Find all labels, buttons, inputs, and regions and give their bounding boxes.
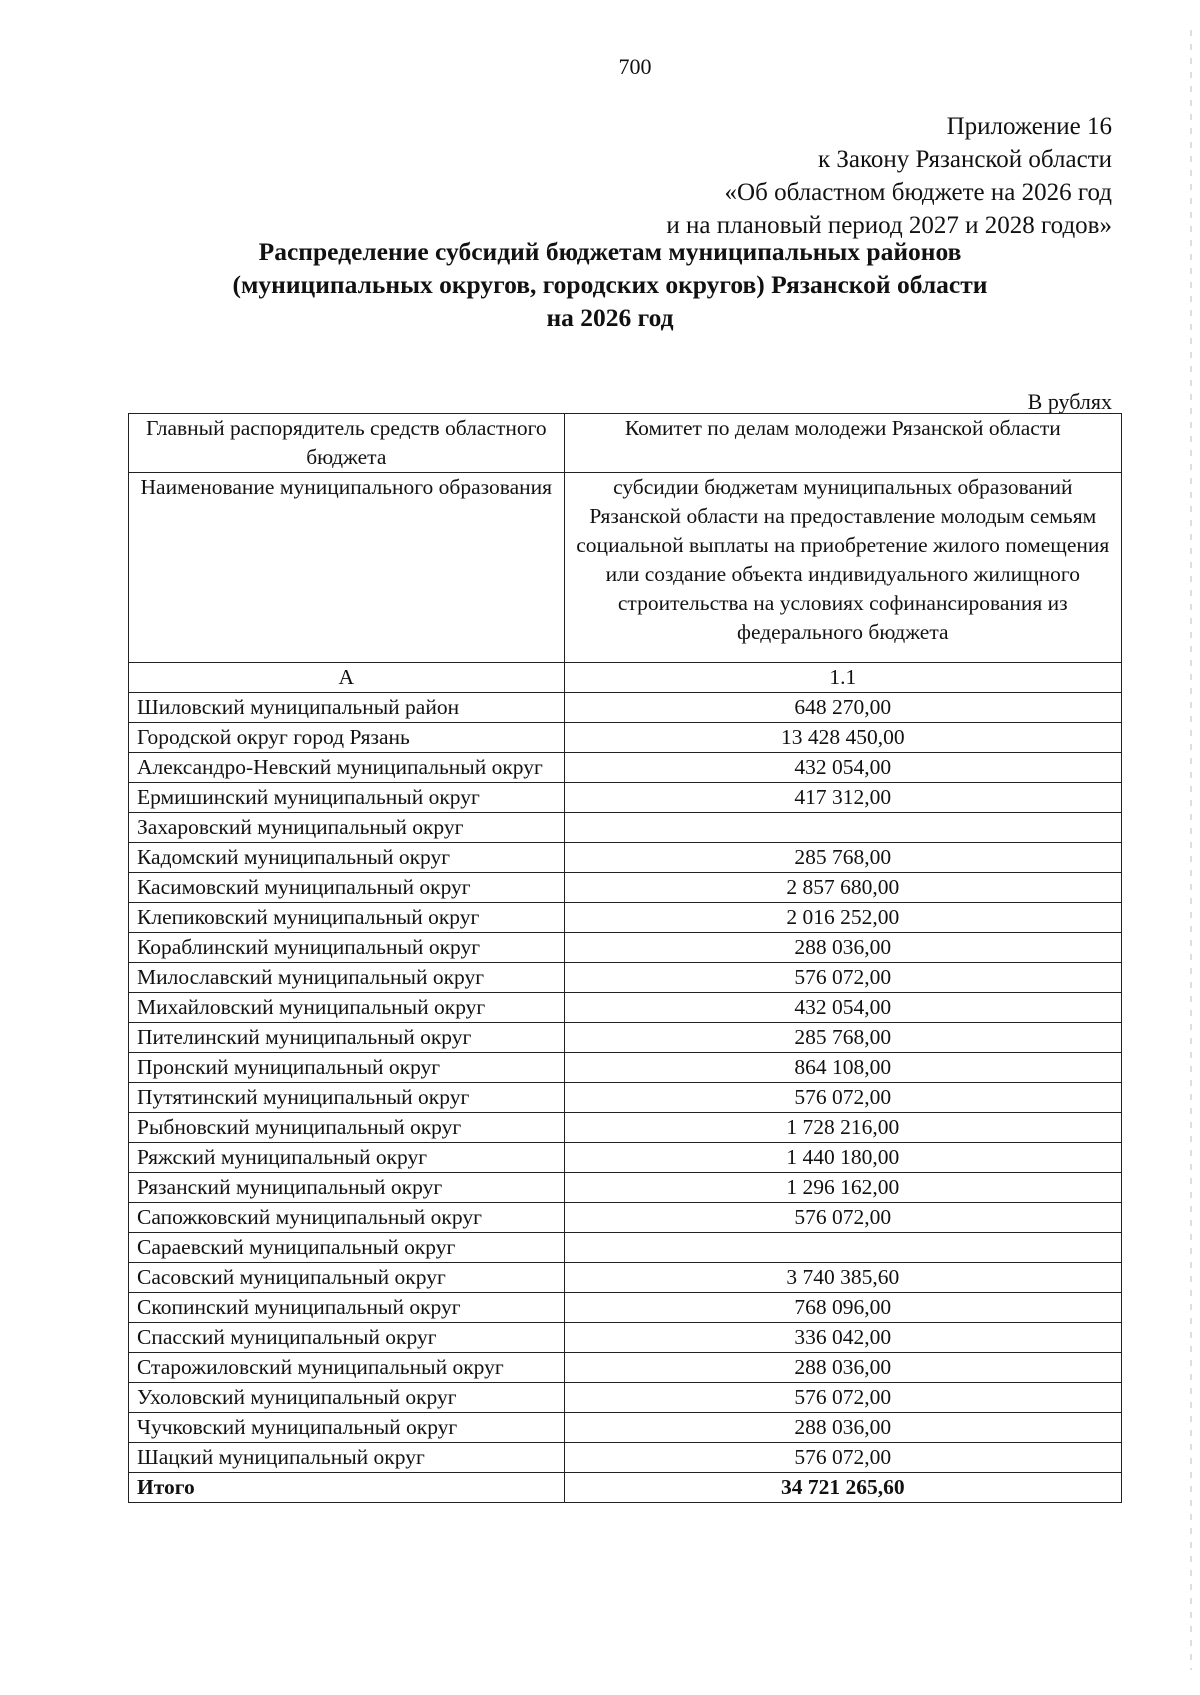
municipality-name-cell: Касимовский муниципальный округ xyxy=(129,873,565,903)
municipality-name-cell: Старожиловский муниципальный округ xyxy=(129,1353,565,1383)
subsidy-amount-cell: 336 042,00 xyxy=(564,1323,1121,1353)
table-row xyxy=(129,1113,1122,1143)
table-row xyxy=(129,903,1122,933)
subsidy-amount-cell: 3 740 385,60 xyxy=(564,1263,1121,1293)
table-row xyxy=(129,843,1122,873)
table-row xyxy=(129,963,1122,993)
appendix-line: к Закону Рязанской области xyxy=(818,146,1112,173)
municipality-name-cell: Скопинский муниципальный округ xyxy=(129,1293,565,1323)
title-line: Распределение субсидий бюджетам муниципальных районов xyxy=(258,237,962,266)
table-row xyxy=(129,1143,1122,1173)
subsidy-amount-cell: 864 108,00 xyxy=(564,1053,1121,1083)
municipality-name-cell: Александро-Невский муниципальный округ xyxy=(129,753,565,783)
municipality-name-cell: Захаровский муниципальный округ xyxy=(129,813,565,843)
table-row xyxy=(129,1263,1122,1293)
subsidy-amount-cell: 288 036,00 xyxy=(564,1413,1121,1443)
subsidy-amount-cell: 285 768,00 xyxy=(564,843,1121,873)
document-title xyxy=(170,235,1050,334)
subsidy-amount-cell: 1 728 216,00 xyxy=(564,1113,1121,1143)
subsidy-amount-cell: 417 312,00 xyxy=(564,783,1121,813)
municipality-name-cell: Клепиковский муниципальный округ xyxy=(129,903,565,933)
header-row-administrator xyxy=(129,414,1122,473)
subsidy-amount-cell: 576 072,00 xyxy=(564,963,1121,993)
appendix-line: Приложение 16 xyxy=(946,113,1112,140)
municipality-name-cell: Кадомский муниципальный округ xyxy=(129,843,565,873)
table-row xyxy=(129,1023,1122,1053)
total-amount-cell: 34 721 265,60 xyxy=(564,1473,1121,1503)
municipality-name-cell: Сасовский муниципальный округ xyxy=(129,1263,565,1293)
municipality-name-cell: Сапожковский муниципальный округ xyxy=(129,1203,565,1233)
subsidy-amount-cell: 576 072,00 xyxy=(564,1203,1121,1233)
table-row xyxy=(129,1173,1122,1203)
municipality-name-cell: Пронский муниципальный округ xyxy=(129,1053,565,1083)
column-index-row xyxy=(129,663,1122,693)
table-row xyxy=(129,753,1122,783)
appendix-reference xyxy=(666,110,1112,242)
subsidy-amount-cell: 576 072,00 xyxy=(564,1443,1121,1473)
municipality-name-cell: Шиловский муниципальный район xyxy=(129,693,565,723)
municipality-name-cell: Сараевский муниципальный округ xyxy=(129,1233,565,1263)
subsidy-amount-cell: 576 072,00 xyxy=(564,1083,1121,1113)
table-row xyxy=(129,1353,1122,1383)
index-cell: А xyxy=(129,663,565,693)
table-row xyxy=(129,783,1122,813)
municipality-name-cell: Ермишинский муниципальный округ xyxy=(129,783,565,813)
header-cell: Наименование муниципального образования xyxy=(129,473,565,663)
subsidy-amount-cell xyxy=(564,1233,1121,1263)
subsidy-amount-cell: 288 036,00 xyxy=(564,933,1121,963)
municipality-name-cell: Ряжский муниципальный округ xyxy=(129,1143,565,1173)
subsidy-amount-cell: 2 016 252,00 xyxy=(564,903,1121,933)
subsidy-amount-cell: 285 768,00 xyxy=(564,1023,1121,1053)
municipality-name-cell: Спасский муниципальный округ xyxy=(129,1323,565,1353)
municipality-name-cell: Михайловский муниципальный округ xyxy=(129,993,565,1023)
header-cell: Комитет по делам молодежи Рязанской области xyxy=(564,414,1121,473)
title-line: (муниципальных округов, городских округов) Рязанской области xyxy=(232,270,988,299)
subsidy-amount-cell: 432 054,00 xyxy=(564,753,1121,783)
header-cell: субсидии бюджетам муниципальных образований Рязанской области на предоставление молодым семьям социальной выплаты на приобретение жилого помещения или создание объекта индивидуального жилищного строительства на условиях софинансирования из федерального бюджета xyxy=(564,473,1121,663)
units-label: В рублях xyxy=(1027,389,1112,414)
subsidy-amount-cell: 1 296 162,00 xyxy=(564,1173,1121,1203)
header-row-subsidy xyxy=(129,473,1122,663)
table-row xyxy=(129,1383,1122,1413)
table-row xyxy=(129,1443,1122,1473)
table-row xyxy=(129,1203,1122,1233)
municipality-name-cell: Кораблинский муниципальный округ xyxy=(129,933,565,963)
table-row xyxy=(129,993,1122,1023)
municipality-name-cell: Чучковский муниципальный округ xyxy=(129,1413,565,1443)
subsidy-amount-cell: 13 428 450,00 xyxy=(564,723,1121,753)
subsidy-amount-cell: 2 857 680,00 xyxy=(564,873,1121,903)
subsidy-distribution-table xyxy=(128,413,1122,1503)
header-cell: Главный распорядитель средств областного бюджета xyxy=(129,414,565,473)
municipality-name-cell: Шацкий муниципальный округ xyxy=(129,1443,565,1473)
table-row xyxy=(129,1293,1122,1323)
index-cell: 1.1 xyxy=(564,663,1121,693)
table-row xyxy=(129,1083,1122,1113)
municipality-name-cell: Рыбновский муниципальный округ xyxy=(129,1113,565,1143)
subsidy-amount-cell: 768 096,00 xyxy=(564,1293,1121,1323)
total-label-cell: Итого xyxy=(129,1473,565,1503)
subsidy-amount-cell xyxy=(564,813,1121,843)
appendix-line: и на плановый период 2027 и 2028 годов» xyxy=(666,212,1112,239)
table-row xyxy=(129,1323,1122,1353)
municipality-name-cell: Рязанский муниципальный округ xyxy=(129,1173,565,1203)
table-row xyxy=(129,693,1122,723)
table-row xyxy=(129,873,1122,903)
municipality-name-cell: Городской округ город Рязань xyxy=(129,723,565,753)
subsidy-amount-cell: 432 054,00 xyxy=(564,993,1121,1023)
appendix-line: «Об областном бюджете на 2026 год xyxy=(724,179,1112,206)
table-row xyxy=(129,933,1122,963)
subsidy-amount-cell: 576 072,00 xyxy=(564,1383,1121,1413)
table-row xyxy=(129,1053,1122,1083)
subsidy-amount-cell: 1 440 180,00 xyxy=(564,1143,1121,1173)
subsidy-amount-cell: 288 036,00 xyxy=(564,1353,1121,1383)
table-row xyxy=(129,723,1122,753)
municipality-name-cell: Путятинский муниципальный округ xyxy=(129,1083,565,1113)
table-row xyxy=(129,813,1122,843)
table-row xyxy=(129,1413,1122,1443)
scan-edge-artifact xyxy=(1190,30,1192,1670)
total-row xyxy=(129,1473,1122,1503)
page-number: 700 xyxy=(618,54,652,79)
title-line: на 2026 год xyxy=(546,303,674,332)
municipality-name-cell: Ухоловский муниципальный округ xyxy=(129,1383,565,1413)
table-row xyxy=(129,1233,1122,1263)
municipality-name-cell: Милославский муниципальный округ xyxy=(129,963,565,993)
municipality-name-cell: Пителинский муниципальный округ xyxy=(129,1023,565,1053)
subsidy-amount-cell: 648 270,00 xyxy=(564,693,1121,723)
